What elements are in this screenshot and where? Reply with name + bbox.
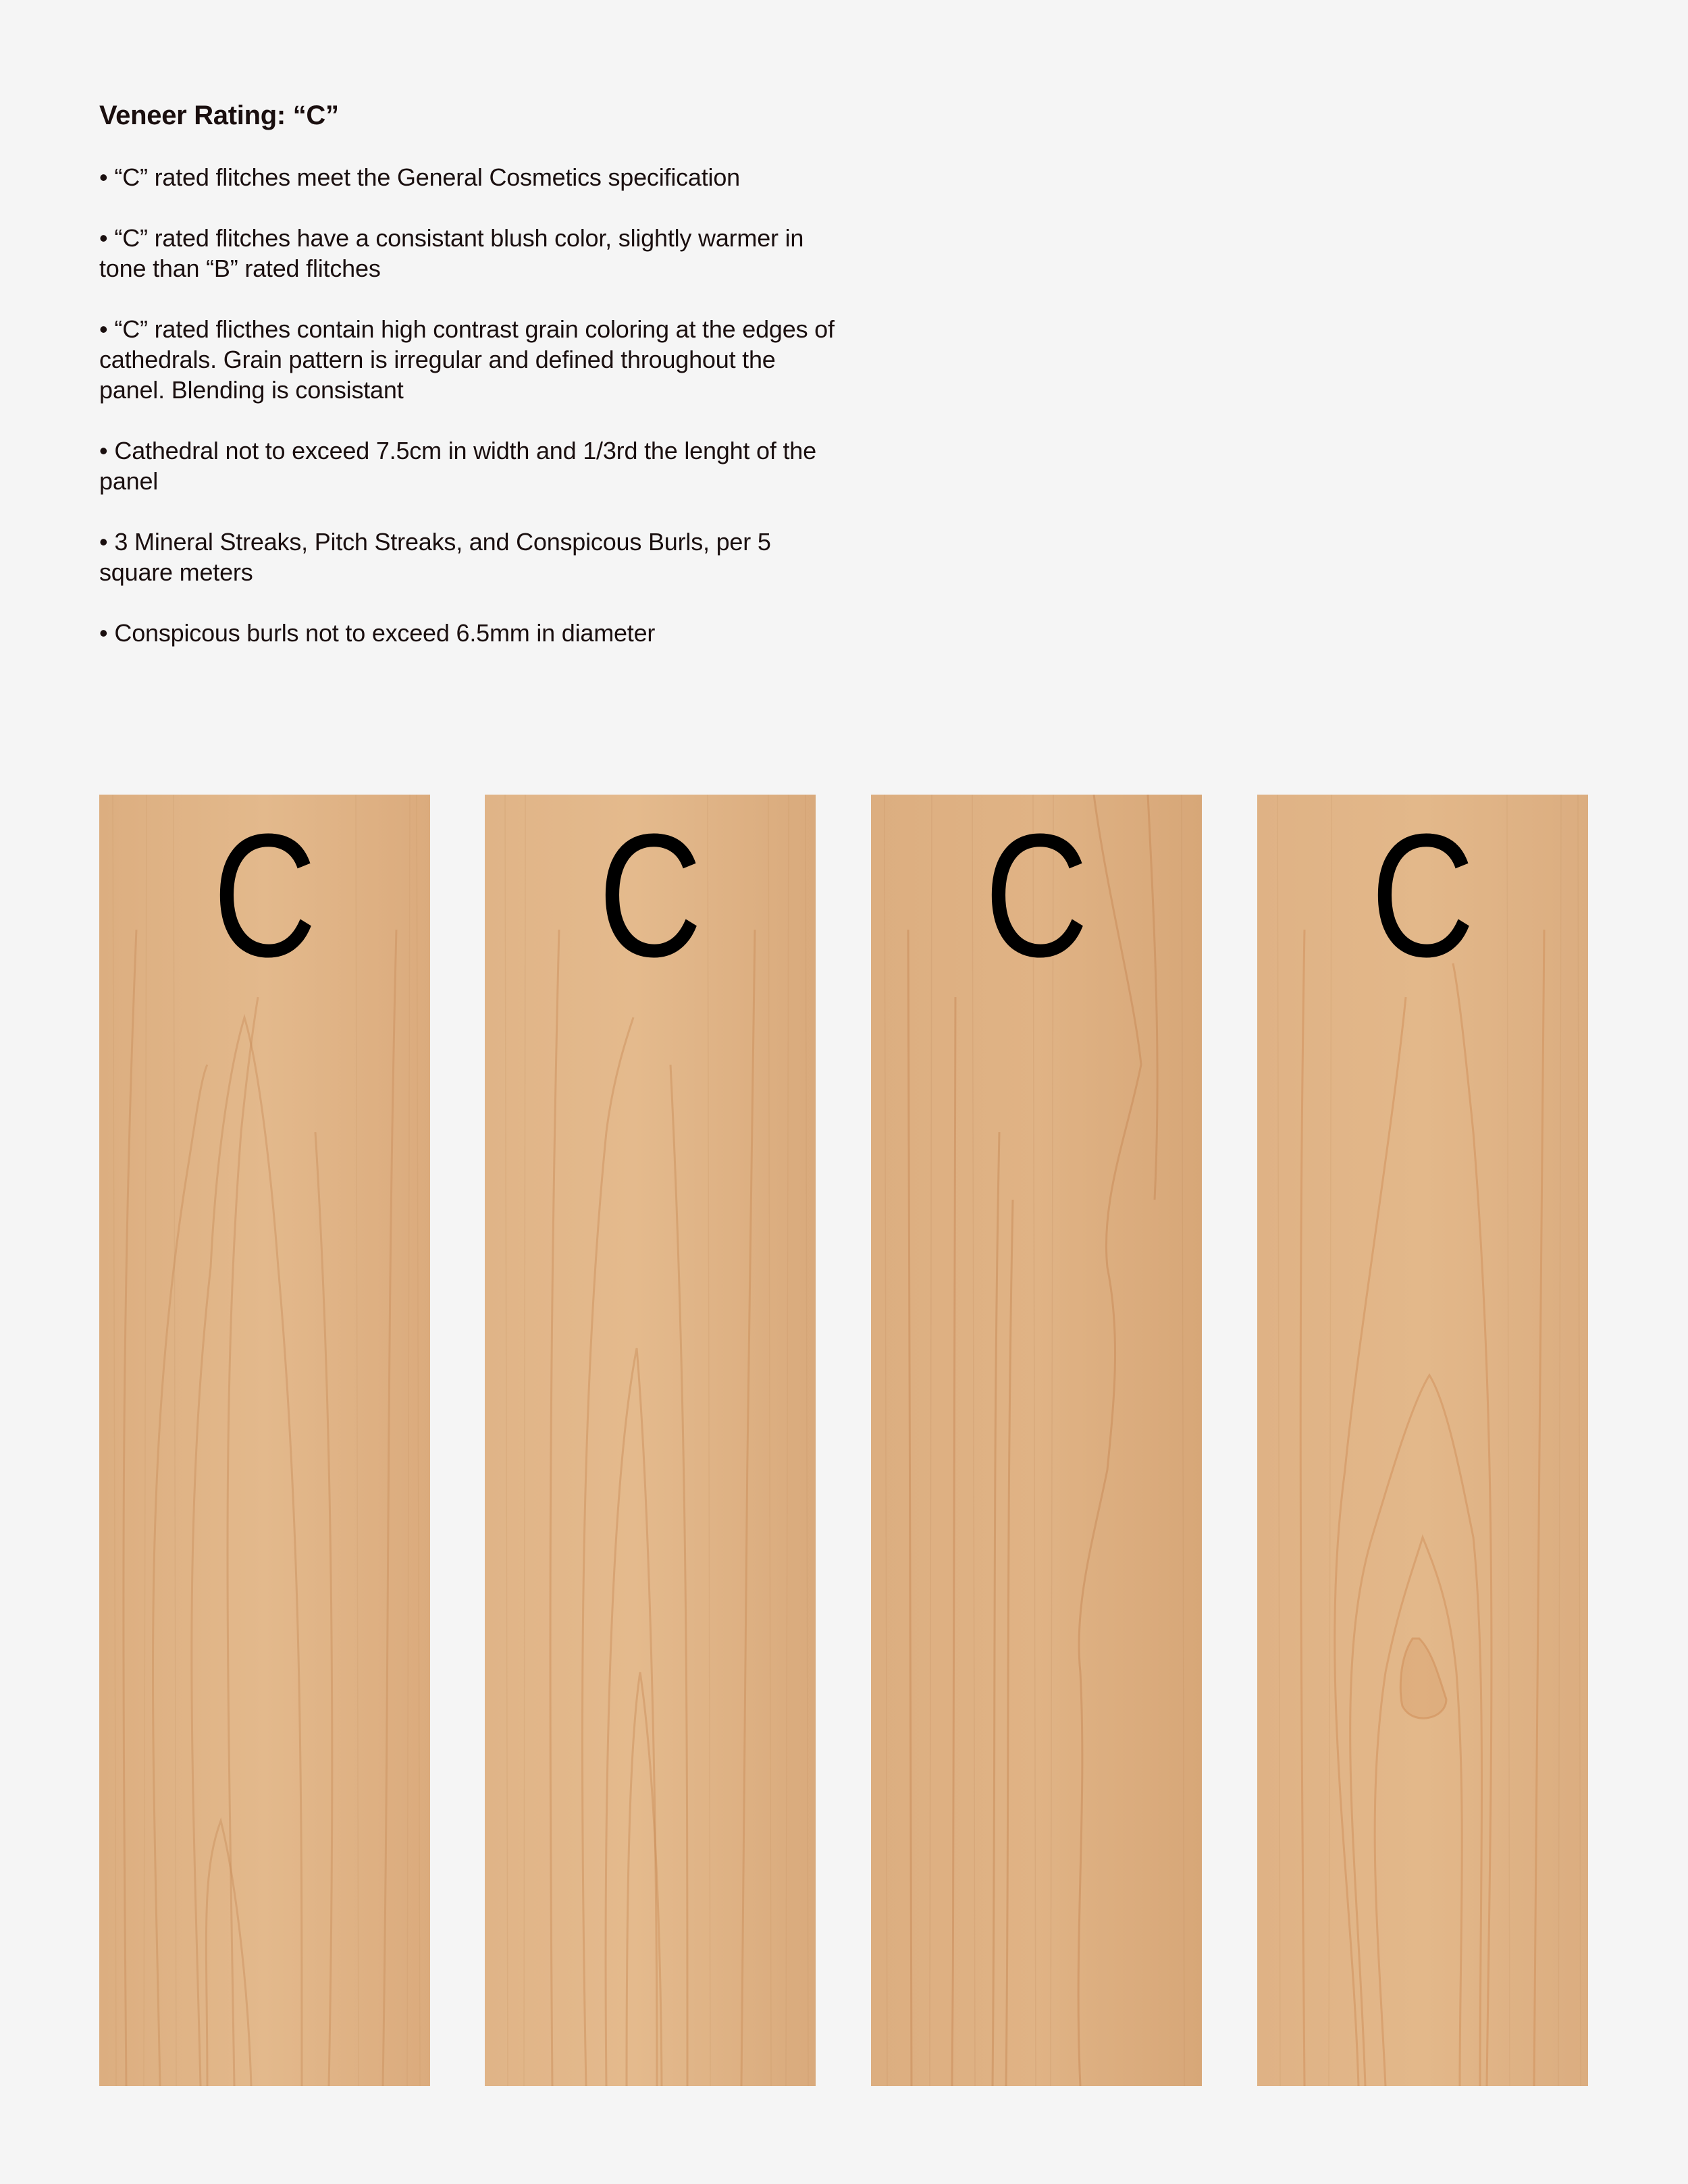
spec-item [99, 618, 835, 648]
spec-title: Veneer Rating: “C” [99, 101, 339, 130]
spec-item-text: 3 Mineral Streaks, Pitch Streaks, and Conspicous Burls, per 5 square meters [99, 528, 771, 586]
spec-item [99, 527, 835, 587]
veneer-panel-4 [1257, 795, 1588, 2086]
veneer-spec [99, 95, 835, 678]
spec-item [99, 435, 835, 496]
spec-item-text: “C” rated flitches have a consistant blush color, slightly warmer in tone than “B” rated flitches [99, 224, 804, 282]
bullet-icon: • [99, 437, 108, 464]
grade-label: C [1371, 798, 1475, 994]
grade-label: C [598, 798, 702, 994]
spec-item [99, 314, 835, 405]
spec-item [99, 223, 835, 284]
veneer-panel-3 [871, 795, 1202, 2086]
spec-list [99, 162, 835, 648]
grade-label: C [213, 798, 317, 994]
veneer-sample-panels [0, 795, 1688, 2086]
spec-item-text: “C” rated flitches meet the General Cosmetics specification [114, 163, 740, 191]
bullet-icon: • [99, 315, 108, 343]
bullet-icon: • [99, 224, 108, 252]
spec-item-text: “C” rated flicthes contain high contrast grain coloring at the edges of cathedrals. Grain pattern is irregular and defined throughout the panel. Blending is consistant [99, 315, 835, 404]
grade-label: C [984, 798, 1088, 994]
bullet-icon: • [99, 619, 108, 647]
spec-item [99, 162, 835, 192]
spec-item-text: Cathedral not to exceed 7.5cm in width and 1/3rd the lenght of the panel [99, 437, 816, 495]
veneer-panel-1 [99, 795, 430, 2086]
bullet-icon: • [99, 528, 108, 556]
bullet-icon: • [99, 163, 108, 191]
spec-item-text: Conspicous burls not to exceed 6.5mm in diameter [114, 619, 656, 647]
veneer-panel-2 [485, 795, 816, 2086]
